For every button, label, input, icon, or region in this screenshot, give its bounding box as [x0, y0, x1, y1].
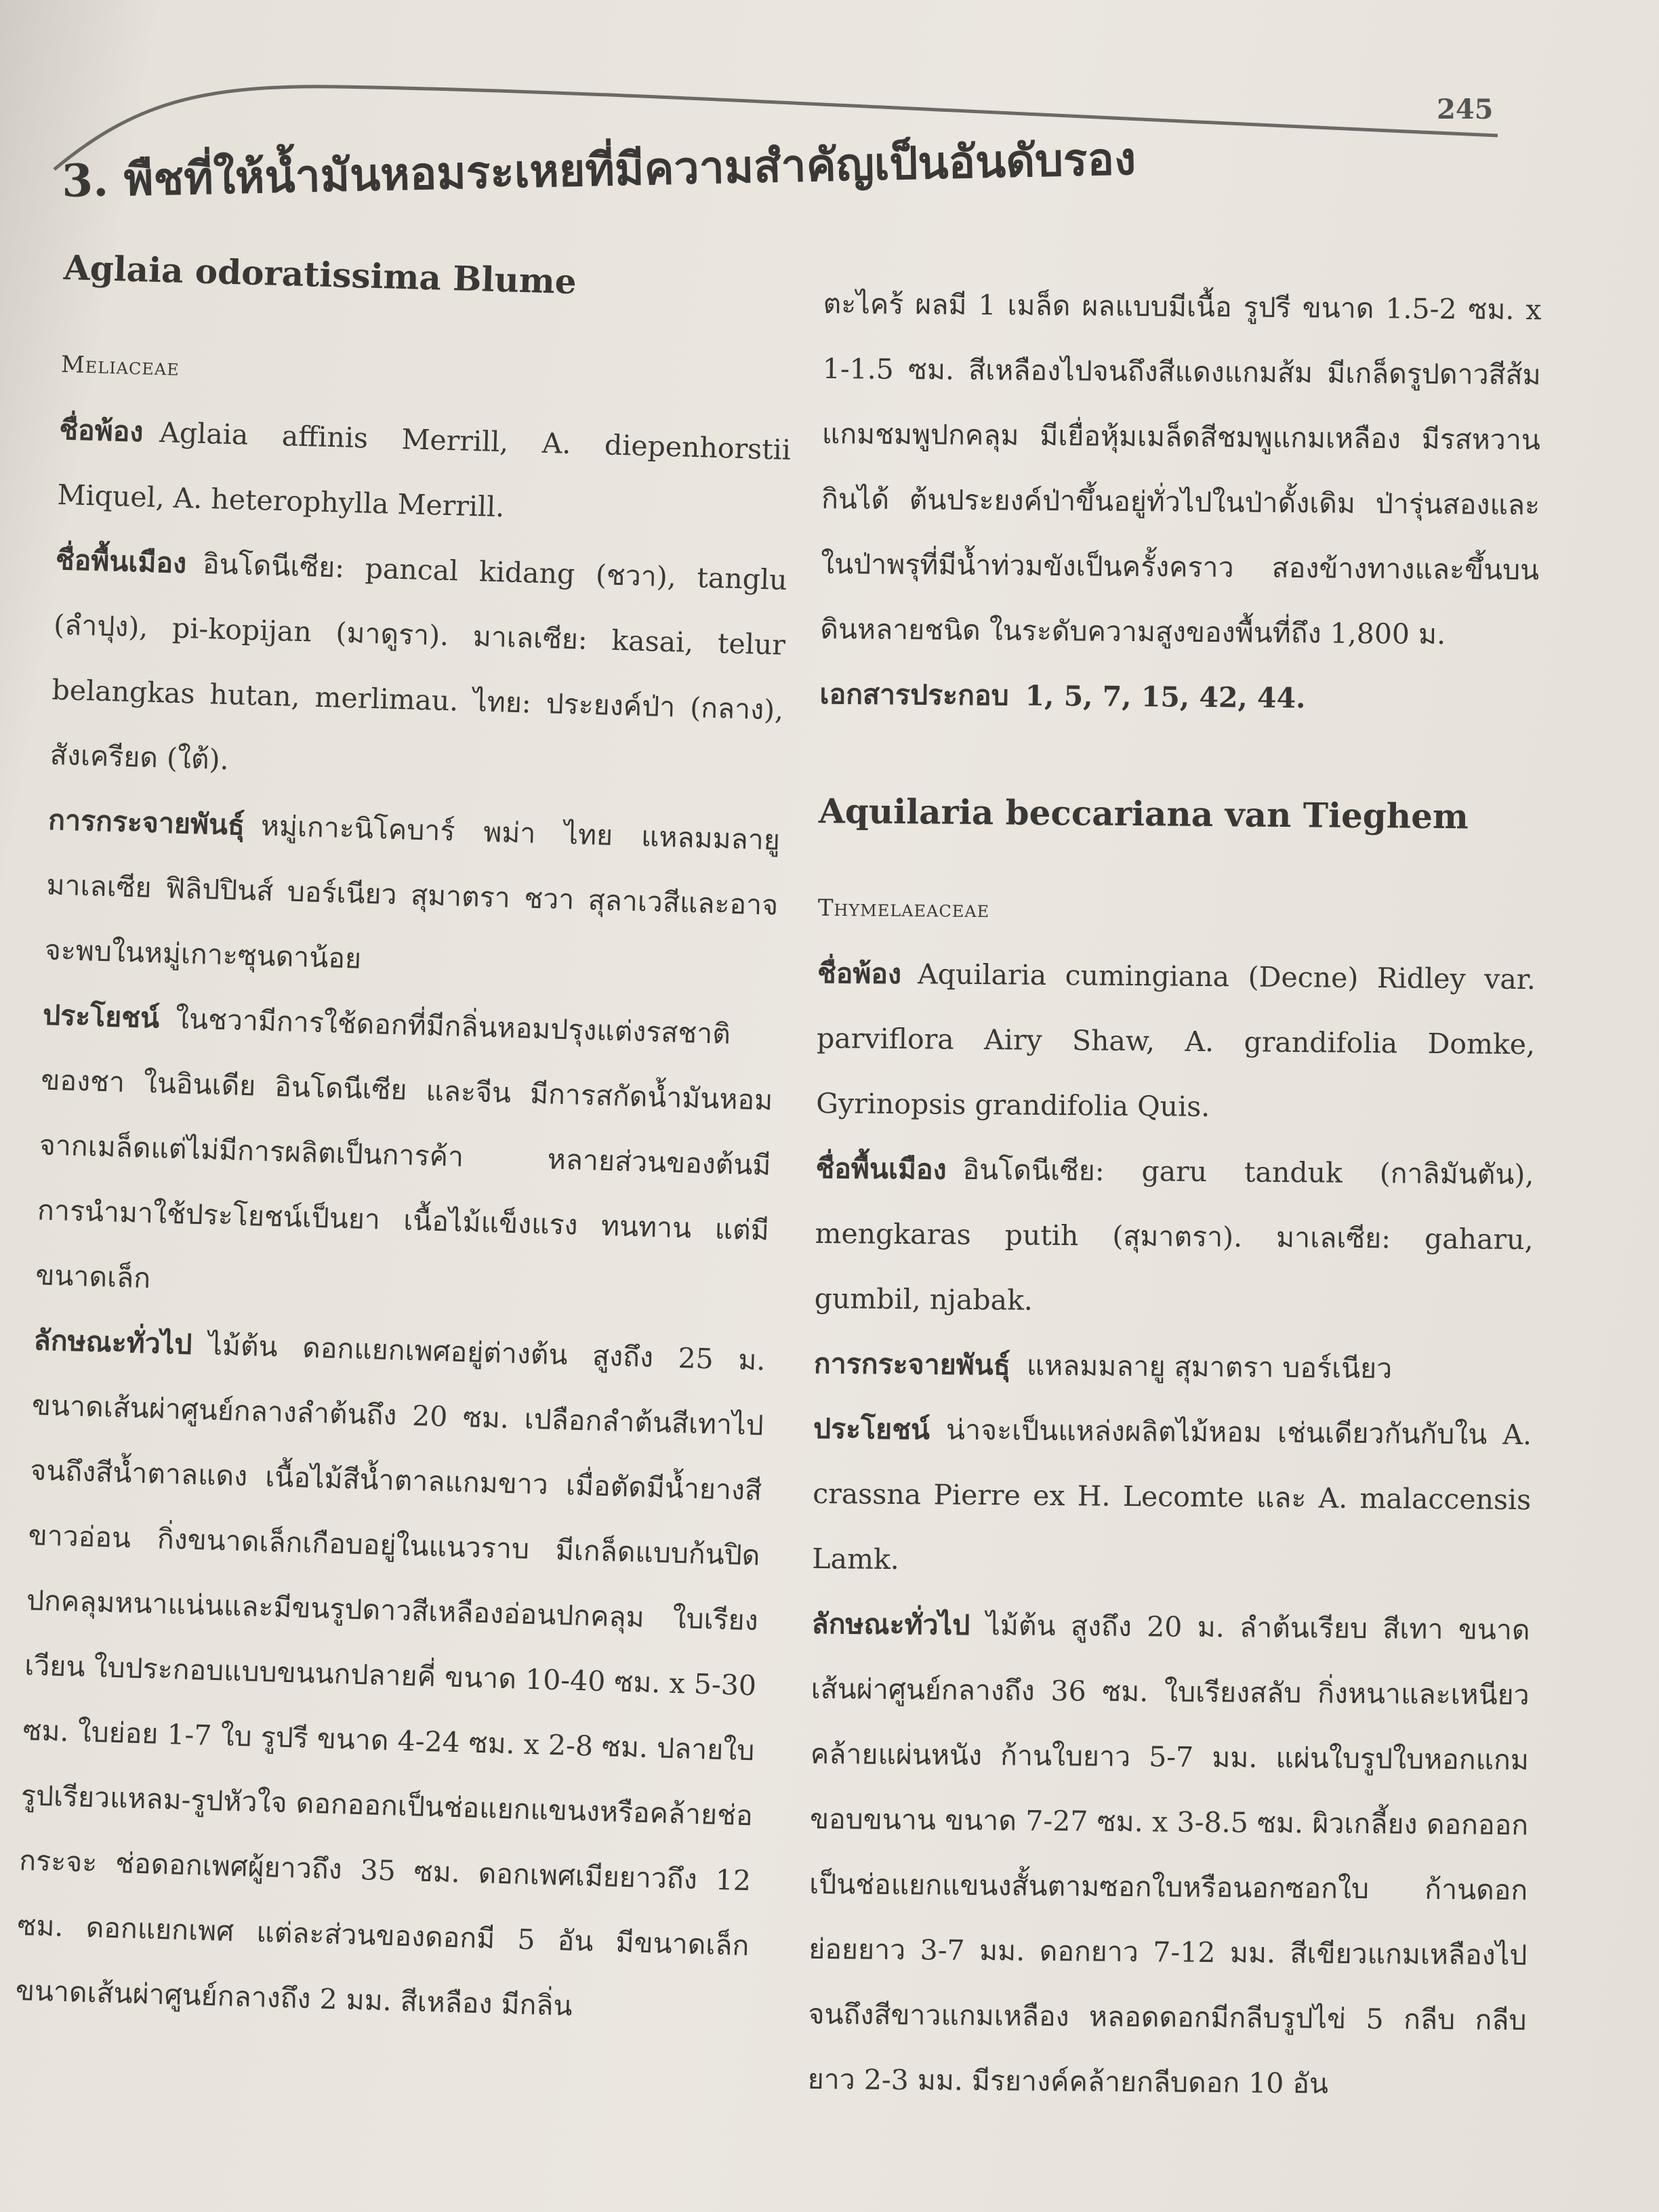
left-column [15, 244, 796, 2043]
species-title: Aglaia odoratissima Blume [63, 247, 577, 302]
distribution-paragraph: การกระจายพันธุ์ หมู่เกาะนิโคบาร์ พม่า ไทย แหลมมลายู มาเลเซีย ฟิลิปปินส์ บอร์เนียว สุมาตรา ชวา สุลาเวสีและอาจจะพบในหมู่เกาะซุนดาน้อย [44, 803, 781, 975]
uses-paragraph: ประโยชน์ น่าจะเป็นแหล่งผลิตไม้หอม เช่นเดียวกันกับใน A. crassna Pierre ex H. Lecomte และ A. malaccensis Lamk. [812, 1412, 1532, 1576]
synonyms-paragraph: ชื่อพ้อง Aglaia affinis Merrill, A. diepenhorstii Miquel, A. heterophylla Merrill. [56, 413, 792, 524]
continuation-paragraph: ตะไคร้ ผลมี 1 เมล็ด ผลแบบมีเนื้อ รูปรี ขนาด 1.5-2 ซม. x 1-1.5 ซม. สีเหลืองไปจนถึงสีแดงแกมส้ม มีเกล็ดรูปดาวสีส้มแกมชมพูปกคลุม มีเยื่อหุ้มเมล็ดสีชมพูแกมเหลือง มีรสหวาน กินได้ ต้นประยงค์ป่าขึ้นอยู่ทั่วไปในป่าดั้งเดิม ป่ารุ่นสองและในป่าพรุที่มีน้ำท่วมขังเป็นครั้งคราว สองข้างทางและขึ้นบนดินหลายชนิด ในระดับความสูงของพื้นที่ถึง 1,800 ม. [820, 287, 1542, 651]
page-number: 245 [1437, 94, 1494, 125]
uses-paragraph: ประโยชน์ ในชวามีการใช้ดอกที่มีกลิ่นหอมปรุงแต่งรสชาติของชา ในอินเดีย อินโดนีเซีย และจีน มีการสกัดน้ำมันหอมจากเมล็ดแต่ไม่มีการผลิตเป็นการค้า หลายส่วนของต้นมีการนำมาใช้ประโยชน์เป็นยา เนื้อไม้แข็งแรง ทนทาน แต่มีขนาดเล็ก [35, 998, 773, 1295]
species-title: Aquilaria beccariana van Tieghem [818, 790, 1469, 837]
local-names-paragraph: ชื่อพื้นเมือง อินโดนีเซีย: pancal kidang (ชวา), tanglu (ลำปุง), pi-kopijan (มาดูรา). มาเลเซีย: kasai, telur belangkas hutan, merlimau. ไทย: ประยงค์ป่า (กลาง), สังเครียด (ใต้). [49, 543, 788, 777]
synonyms-paragraph: ชื่อพ้อง Aquilaria cumingiana (Decne) Ridley var. parviflora Airy Shaw, A. grandifolia Domke, Gyrinopsis grandifolia Quis. [816, 956, 1536, 1124]
references-paragraph: เอกสารประกอบ 1, 5, 7, 15, 42, 44. [819, 677, 1306, 715]
family-name: Thymelaeaceae [817, 894, 990, 924]
local-names-paragraph: ชื่อพื้นเมือง อินโดนีเซีย: garu tanduk (กาลิมันตัน), mengkaras putih (สุมาตรา). มาเลเซีย: gaharu, gumbil, njabak. [814, 1151, 1534, 1317]
description-paragraph: ลักษณะทั่วไป ไม้ต้น ดอกแยกเพศอยู่ต่างต้น สูงถึง 25 ม. ขนาดเส้นผ่าศูนย์กลางลำต้นถึง 20 ซม. เปลือกลำต้นสีเทาไปจนถึงสีน้ำตาลแดง เนื้อไม้สีน้ำตาลแกมขาว เมื่อตัดมีน้ำยางสีขาวอ่อน กิ่งขนาดเล็กเกือบอยู่ในแนวราบ มีเกล็ดแบบก้นปิดปกคลุมหนาแน่นและมีขนรูปดาวสีเหลืองอ่อนปกคลุม ใบเรียงเวียน ใบประกอบแบบขนนกปลายคี่ ขนาด 10-40 ซม. x 5-30 ซม. ใบย่อย 1-7 ใบ รูปรี ขนาด 4-24 ซม. x 2-8 ซม. ปลายใบรูปเรียวแหลม-รูปหัวใจ ดอกออกเป็นช่อแยกแขนงหรือคล้ายช่อกระจะ ช่อดอกเพศผู้ยาวถึง 35 ซม. ดอกเพศเมียยาวถึง 12 ซม. ดอกแยกเพศ แต่ละส่วนของดอกมี 5 อัน มีขนาดเล็ก ขนาดเส้นผ่าศูนย์กลางถึง 2 มม. สีเหลือง มีกลิ่น [15, 1324, 766, 2022]
section-title: 3. พืชที่ให้น้ำมันหอมระเหยที่มีความสำคัญเป็นอันดับรอง [61, 131, 1136, 207]
description-paragraph: ลักษณะทั่วไป ไม้ต้น สูงถึง 20 ม. ลำต้นเรียบ สีเทา ขนาดเส้นผ่าศูนย์กลางถึง 36 ซม. ใบเรียงสลับ กิ่งหนาและเหนียวคล้ายแผ่นหนัง ก้านใบยาว 5-7 มม. แผ่นใบรูปใบหอกแกมขอบขนาน ขนาด 7-27 ซม. x 3-8.5 ซม. ผิวเกลี้ยง ดอกออกเป็นช่อแยกแขนงสั้นตามซอกใบหรือนอกซอกใบ ก้านดอกย่อยยาว 3-7 มม. ดอกยาว 7-12 มม. สีเขียวแกมเหลืองไปจนถึงสีขาวแกมเหลือง หลอดดอกมีกลีบรูปไข่ 5 กลีบ กลีบยาว 2-3 มม. มีรยางค์คล้ายกลีบดอก 10 อัน [807, 1607, 1530, 2100]
family-name: Meliaceae [60, 350, 180, 382]
distribution-paragraph: การกระจายพันธุ์ แหลมมลายู สุมาตรา บอร์เนียว [813, 1347, 1393, 1385]
right-column [807, 271, 1542, 2118]
